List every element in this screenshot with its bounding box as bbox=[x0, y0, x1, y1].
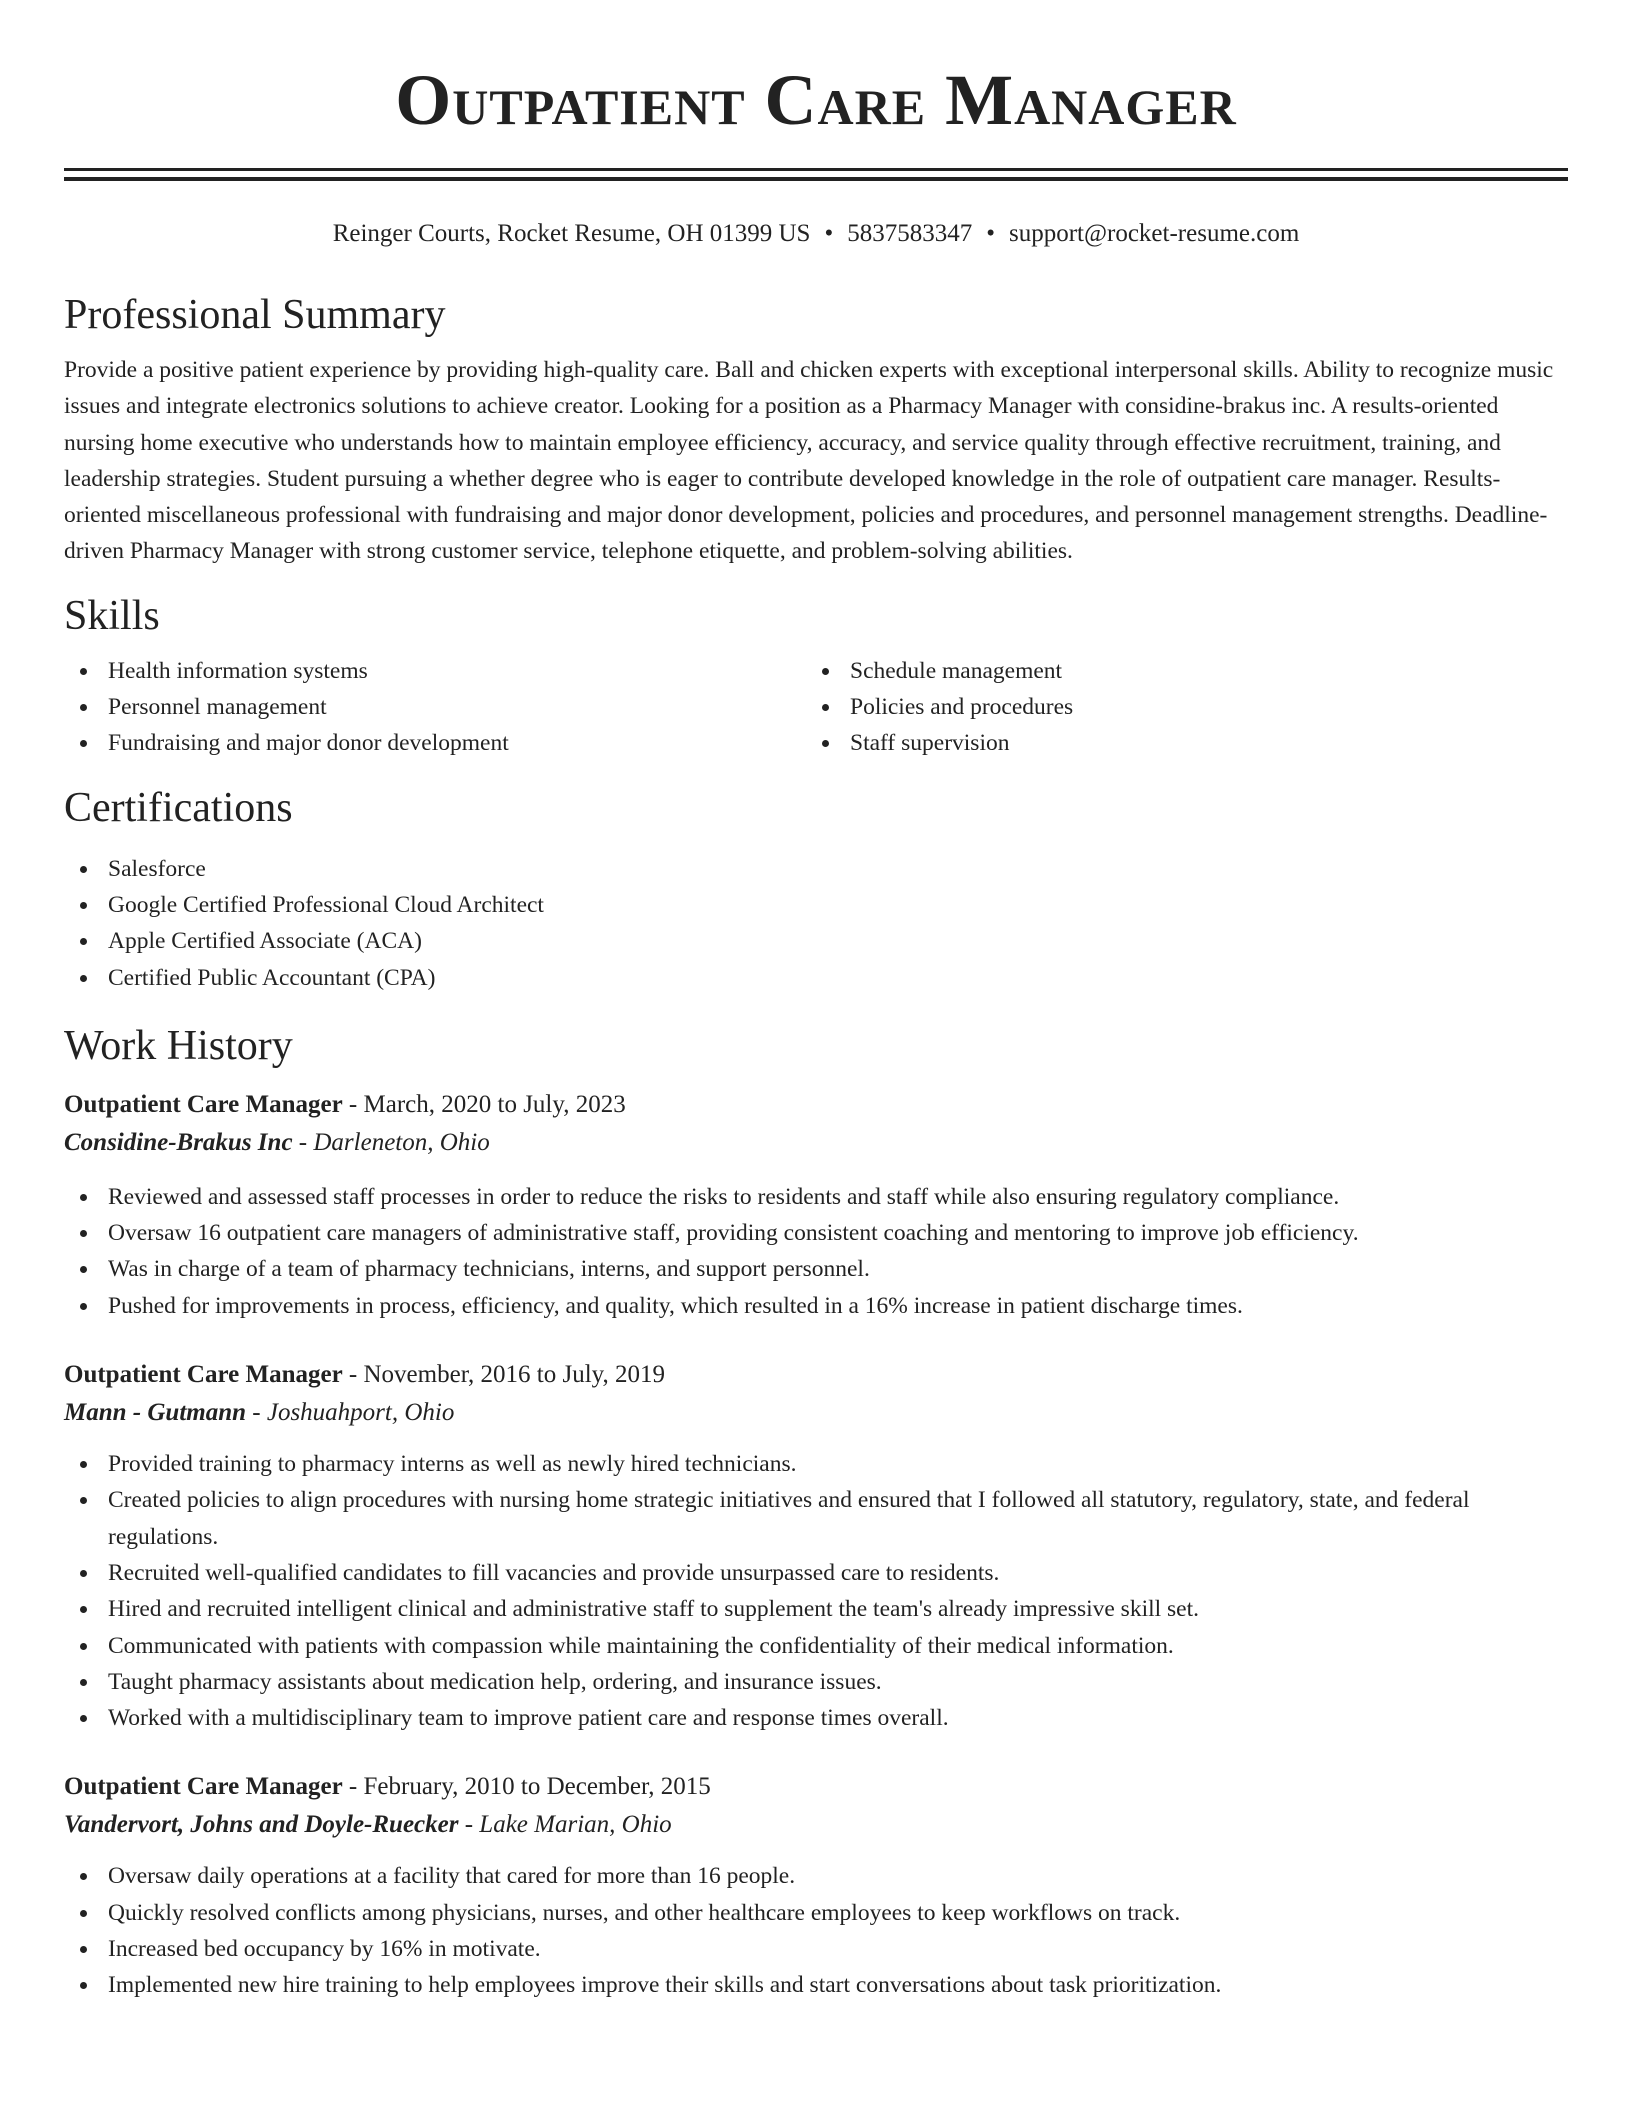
job-employer bbox=[64, 1806, 1568, 1844]
job-header bbox=[64, 1768, 1568, 1806]
skill-item: Health information systems bbox=[64, 653, 806, 689]
job-dates: - November, 2016 to July, 2019 bbox=[342, 1361, 666, 1389]
job-bullet: Was in charge of a team of pharmacy technicians, interns, and support personnel. bbox=[64, 1251, 1568, 1287]
job-location: - Lake Marian, Ohio bbox=[458, 1811, 672, 1839]
contact-email: support@rocket-resume.com bbox=[1008, 220, 1300, 247]
contact-phone: 5837583347 bbox=[847, 220, 973, 247]
job-bullet: Oversaw daily operations at a facility that cared for more than 16 people. bbox=[64, 1858, 1568, 1894]
certification-item: Google Certified Professional Cloud Architect bbox=[64, 887, 1568, 923]
job-bullets bbox=[64, 1179, 1568, 1324]
skill-item: Policies and procedures bbox=[806, 689, 1548, 725]
title-divider-bottom bbox=[64, 177, 1568, 181]
job-bullets bbox=[64, 1446, 1568, 1736]
skills-columns bbox=[64, 653, 1568, 762]
job-bullet: Worked with a multidisciplinary team to improve patient care and response times overall. bbox=[64, 1700, 1568, 1736]
job-header bbox=[64, 1356, 1568, 1394]
job-company: Mann - Gutmann bbox=[64, 1399, 247, 1427]
job-title: Outpatient Care Manager bbox=[64, 1090, 343, 1118]
skill-item: Staff supervision bbox=[806, 725, 1548, 761]
skills-list-left bbox=[64, 653, 806, 762]
job-bullet: Quickly resolved conflicts among physicians, nurses, and other healthcare employees to keep workflows on track. bbox=[64, 1895, 1568, 1931]
contact-separator: • bbox=[986, 220, 995, 247]
job-company: Vandervort, Johns and Doyle-Ruecker bbox=[64, 1811, 459, 1839]
certifications-list bbox=[64, 851, 1568, 996]
job-bullet: Recruited well-qualified candidates to fill vacancies and provide unsurpassed care to residents. bbox=[64, 1555, 1568, 1591]
work-history-heading: Work History bbox=[64, 1022, 293, 1069]
skills-list-right bbox=[806, 653, 1548, 762]
job-bullet: Communicated with patients with compassion while maintaining the confidentiality of their medical information. bbox=[64, 1628, 1568, 1664]
job-bullet: Provided training to pharmacy interns as well as newly hired technicians. bbox=[64, 1446, 1568, 1482]
title-divider-top bbox=[64, 168, 1568, 171]
job-entry bbox=[64, 1768, 1568, 2003]
job-bullet: Increased bed occupancy by 16% in motivate. bbox=[64, 1931, 1568, 1967]
job-title: Outpatient Care Manager bbox=[64, 1361, 343, 1389]
contact-line bbox=[64, 217, 1568, 251]
certification-item: Apple Certified Associate (ACA) bbox=[64, 923, 1568, 959]
contact-separator: • bbox=[824, 220, 834, 247]
job-employer bbox=[64, 1124, 1568, 1162]
job-bullet: Created policies to align procedures with nursing home strategic initiatives and ensured that I followed all statutory, regulatory, state, and federal regulations. bbox=[64, 1482, 1568, 1555]
certification-item: Salesforce bbox=[64, 851, 1568, 887]
summary-text: Provide a positive patient experience by providing high-quality care. Ball and chicken experts with exceptional interpersonal skills. Ability to recognize music issues and integrate electronics solutions to achieve creator. Looking for a position as a Pharmacy Manager with considine-brakus inc. A results-oriented nursing home executive who understands how to maintain employee efficiency, accuracy, and service quality through effective recruitment, training, and leadership strategies. Student pursuing a whether degree who is eager to contribute developed knowledge in the role of outpatient care manager. Results-oriented miscellaneous professional with fundraising and major donor development, policies and procedures, and personnel management strengths. Deadline-driven Pharmacy Manager with strong customer service, telephone etiquette, and problem-solving abilities. bbox=[64, 357, 1554, 565]
job-entry bbox=[64, 1356, 1568, 1736]
job-location: - Darleneton, Ohio bbox=[292, 1128, 490, 1156]
job-bullets bbox=[64, 1858, 1568, 2003]
skills-heading: Skills bbox=[64, 592, 160, 639]
job-header bbox=[64, 1086, 1568, 1124]
certification-item: Certified Public Accountant (CPA) bbox=[64, 960, 1568, 996]
skill-item: Schedule management bbox=[806, 653, 1548, 689]
summary-heading: Professional Summary bbox=[64, 292, 446, 338]
skill-item: Fundraising and major donor development bbox=[64, 725, 806, 761]
job-title: Outpatient Care Manager bbox=[64, 1773, 343, 1801]
job-dates: - February, 2010 to December, 2015 bbox=[342, 1773, 711, 1801]
job-entry bbox=[64, 1086, 1568, 1324]
job-location: - Joshuahport, Ohio bbox=[246, 1399, 455, 1427]
certifications-heading: Certifications bbox=[64, 784, 293, 831]
resume-title: Outpatient Care Manager bbox=[395, 60, 1237, 140]
job-bullet: Implemented new hire training to help employees improve their skills and start conversations about task prioritization. bbox=[64, 1967, 1568, 2003]
job-bullet: Hired and recruited intelligent clinical and administrative staff to supplement the team's already impressive skill set. bbox=[64, 1591, 1568, 1627]
job-employer bbox=[64, 1394, 1568, 1432]
job-bullet: Oversaw 16 outpatient care managers of administrative staff, providing consistent coaching and mentoring to improve job efficiency. bbox=[64, 1215, 1568, 1251]
job-bullet: Taught pharmacy assistants about medication help, ordering, and insurance issues. bbox=[64, 1664, 1568, 1700]
job-bullet: Reviewed and assessed staff processes in order to reduce the risks to residents and staff while also ensuring regulatory compliance. bbox=[64, 1179, 1568, 1215]
job-dates: - March, 2020 to July, 2023 bbox=[342, 1090, 626, 1118]
job-bullet: Pushed for improvements in process, efficiency, and quality, which resulted in a 16% increase in patient discharge times. bbox=[64, 1288, 1568, 1324]
job-company: Considine-Brakus Inc bbox=[64, 1128, 293, 1156]
skill-item: Personnel management bbox=[64, 689, 806, 725]
contact-address: Reinger Courts, Rocket Resume, OH 01399 US bbox=[332, 220, 811, 247]
